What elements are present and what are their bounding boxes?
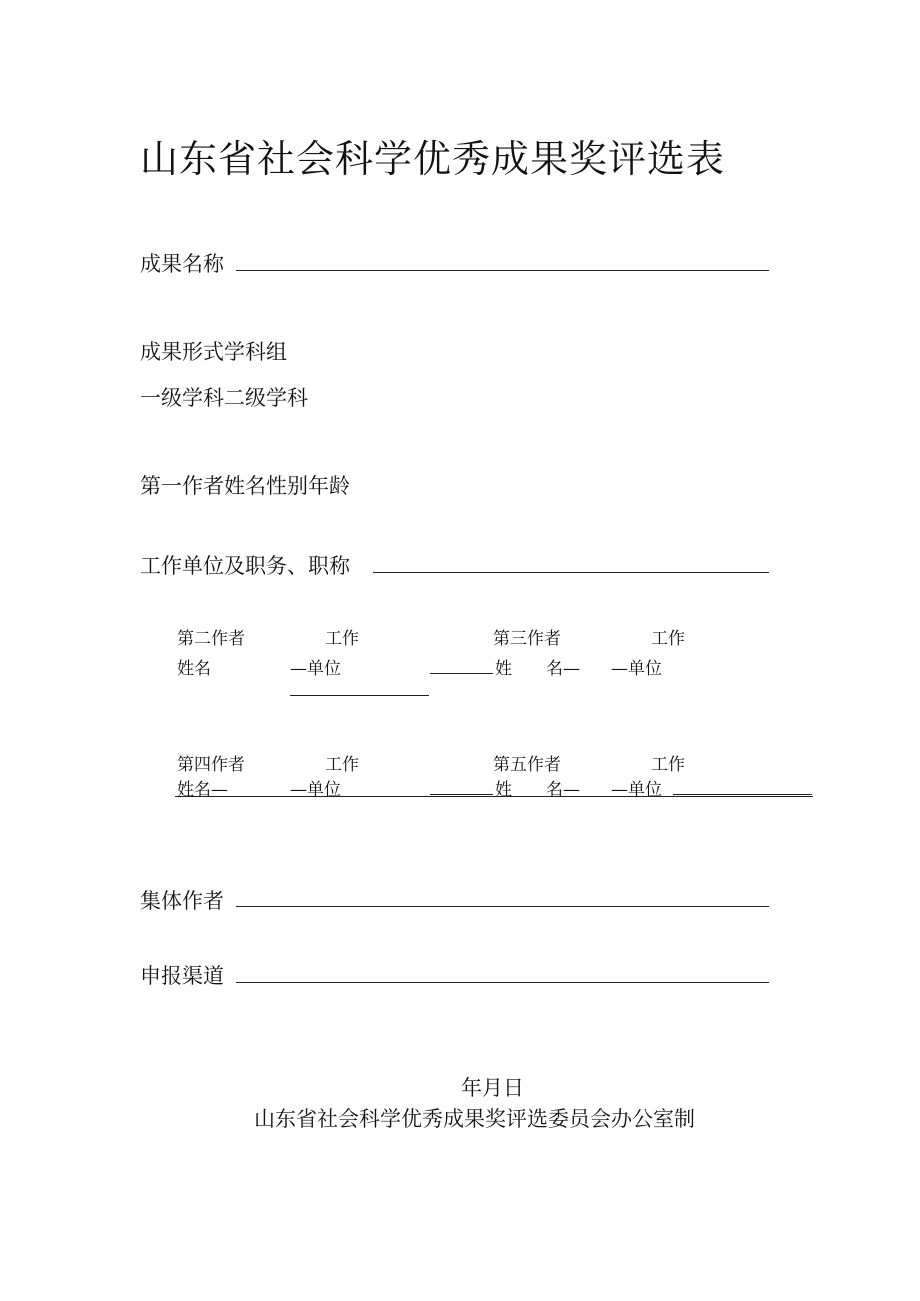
second-author-extra-field[interactable] [290, 695, 429, 696]
fifth-author-unit-label: —单位 [611, 780, 662, 800]
fourth-author-unit-label: —单位 [290, 780, 341, 800]
work-unit-field[interactable] [373, 572, 769, 573]
second-author-unit-label: —单位 [290, 659, 341, 679]
fifth-author-unit-field[interactable] [673, 794, 812, 795]
disciplines-label: 一级学科二级学科 [140, 386, 308, 410]
first-author-label: 第一作者姓名性别年龄 [140, 474, 350, 498]
declaration-channel-label: 申报渠道 [140, 964, 224, 988]
fourth-author-name-label: 姓名— [177, 780, 228, 800]
collective-author-field[interactable] [236, 906, 769, 907]
work-unit-label: 工作单位及职务、职称 [140, 554, 350, 578]
second-author-unit-field[interactable] [430, 673, 493, 674]
third-author-name-label-a: 姓 [495, 659, 512, 679]
collective-author-label: 集体作者 [140, 889, 224, 913]
third-author-heading: 第三作者 [493, 629, 561, 649]
fifth-author-work-label: 工作 [651, 755, 685, 775]
second-author-work-label: 工作 [325, 629, 359, 649]
achievement-name-field[interactable] [236, 270, 769, 271]
second-author-heading: 第二作者 [177, 629, 245, 649]
fifth-author-name-label-b: 名— [546, 780, 580, 800]
fourth-author-work-label: 工作 [325, 755, 359, 775]
fourth-author-heading: 第四作者 [177, 755, 245, 775]
fifth-author-heading: 第五作者 [493, 755, 561, 775]
issuer-line: 山东省社会科学优秀成果奖评选委员会办公室制 [254, 1107, 695, 1131]
form-and-group-label: 成果形式学科组 [140, 340, 287, 364]
fourth-author-unit-field[interactable] [430, 794, 493, 795]
third-author-unit-label: —单位 [611, 659, 662, 679]
co-author-row-divider [175, 796, 813, 797]
third-author-name-label-b: 名— [546, 659, 580, 679]
fifth-author-name-label-a: 姓 [495, 780, 512, 800]
achievement-name-label: 成果名称 [140, 252, 224, 276]
date-line: 年月日 [461, 1076, 524, 1100]
form-title: 山东省社会科学优秀成果奖评选表 [140, 137, 726, 181]
declaration-channel-field[interactable] [236, 982, 769, 983]
third-author-work-label: 工作 [651, 629, 685, 649]
second-author-name-label: 姓名 [177, 659, 211, 679]
